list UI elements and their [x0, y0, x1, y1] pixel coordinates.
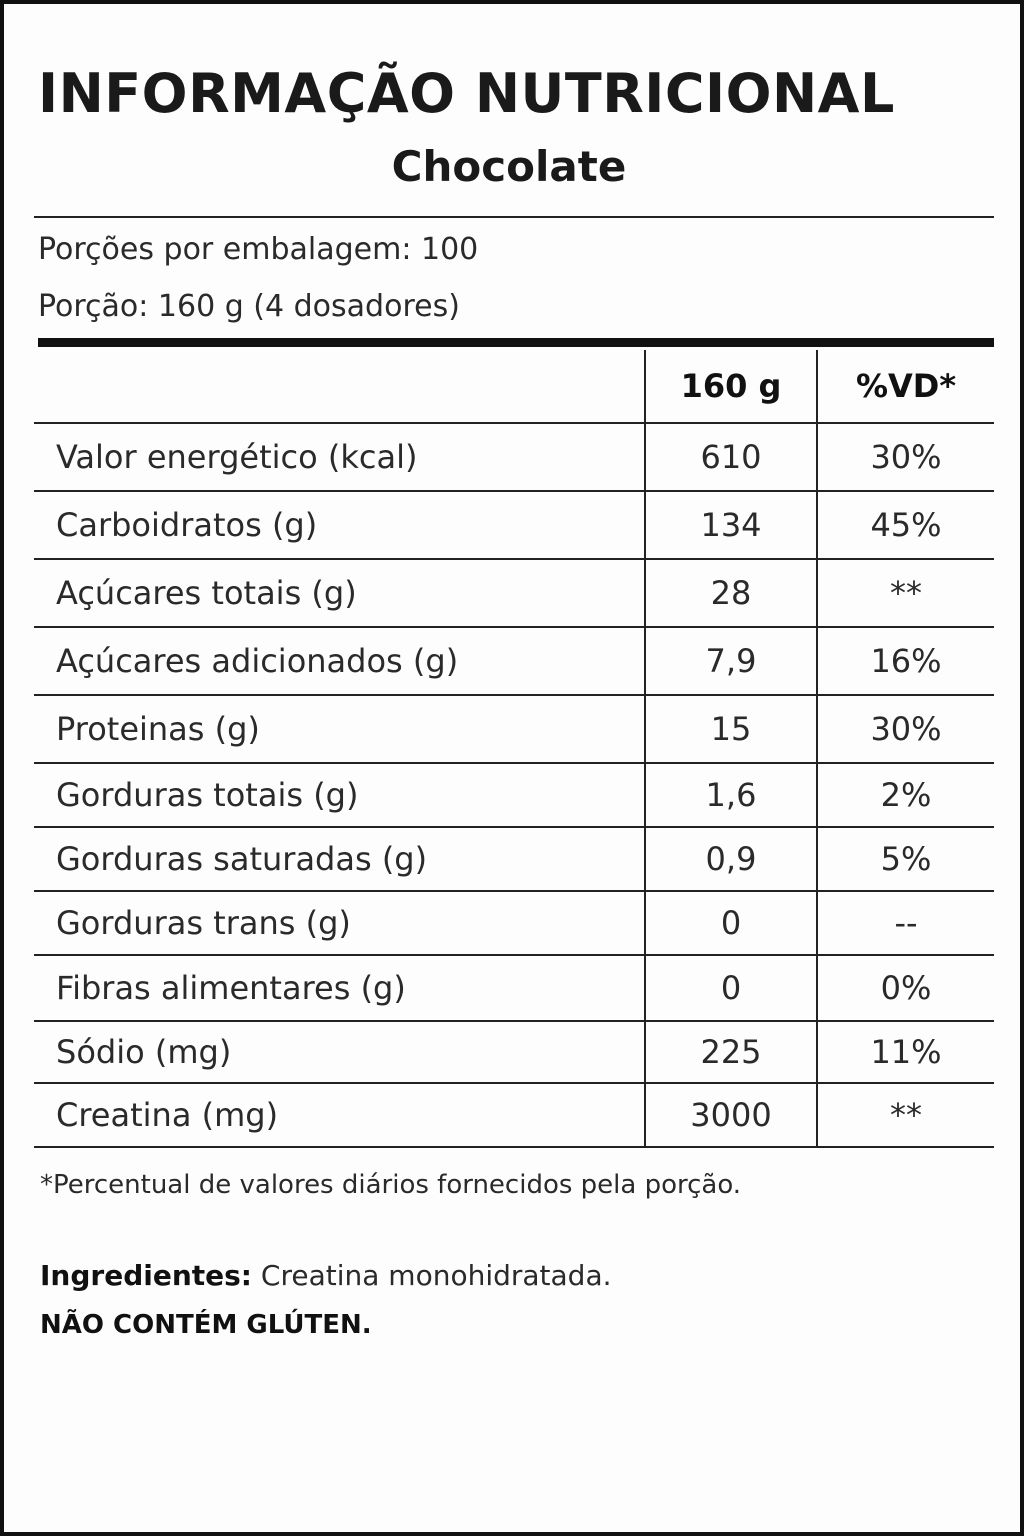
nutrient-name: Creatina (mg) — [34, 1083, 645, 1147]
nutrient-daily-value: 45% — [817, 491, 994, 559]
daily-value-footnote: *Percentual de valores diários fornecidos pela porção. — [40, 1170, 742, 1200]
nutrient-amount: 134 — [645, 491, 817, 559]
nutrient-amount: 1,6 — [645, 763, 817, 827]
column-header-amount: 160 g — [645, 350, 817, 423]
nutrient-amount: 0 — [645, 955, 817, 1021]
table-row — [34, 1021, 994, 1083]
table-row — [34, 627, 994, 695]
nutrient-daily-value: ** — [817, 559, 994, 627]
table-row — [34, 423, 994, 491]
nutrient-amount: 0,9 — [645, 827, 817, 891]
nutrient-name: Gorduras trans (g) — [34, 891, 645, 955]
nutrient-daily-value: 11% — [817, 1021, 994, 1083]
servings-per-package: Porções por embalagem: 100 — [38, 232, 479, 267]
nutrient-daily-value: 2% — [817, 763, 994, 827]
nutrient-amount: 15 — [645, 695, 817, 763]
table-row — [34, 891, 994, 955]
nutrient-amount: 225 — [645, 1021, 817, 1083]
nutrient-name: Açúcares adicionados (g) — [34, 627, 645, 695]
nutrient-name: Carboidratos (g) — [34, 491, 645, 559]
nutrient-amount: 3000 — [645, 1083, 817, 1147]
nutrient-daily-value: 16% — [817, 627, 994, 695]
table-row — [34, 955, 994, 1021]
nutrient-daily-value: 5% — [817, 827, 994, 891]
nutrient-amount: 7,9 — [645, 627, 817, 695]
table-row — [34, 1083, 994, 1147]
serving-size: Porção: 160 g (4 dosadores) — [38, 289, 460, 324]
nutrient-name: Gorduras totais (g) — [34, 763, 645, 827]
nutrient-amount: 610 — [645, 423, 817, 491]
nutrient-daily-value: 0% — [817, 955, 994, 1021]
nutrient-daily-value: -- — [817, 891, 994, 955]
table-row — [34, 559, 994, 627]
table-row — [34, 763, 994, 827]
table-header-row — [34, 350, 994, 423]
flavor-subtitle: Chocolate — [391, 142, 627, 191]
table-row — [34, 695, 994, 763]
nutrient-daily-value: 30% — [817, 423, 994, 491]
nutrient-name: Proteinas (g) — [34, 695, 645, 763]
nutrient-amount: 28 — [645, 559, 817, 627]
table-row — [34, 827, 994, 891]
column-header-nutrient — [34, 350, 645, 423]
divider-top — [34, 216, 994, 218]
ingredients-line — [40, 1259, 612, 1292]
nutrient-daily-value: 30% — [817, 695, 994, 763]
nutrient-name: Valor energético (kcal) — [34, 423, 645, 491]
ingredients-label: Ingredientes: — [40, 1259, 252, 1292]
nutrient-name: Fibras alimentares (g) — [34, 955, 645, 1021]
column-header-daily-value: %VD* — [817, 350, 994, 423]
gluten-statement: NÃO CONTÉM GLÚTEN. — [40, 1310, 372, 1340]
divider-thick — [38, 338, 994, 347]
label-title: INFORMAÇÃO NUTRICIONAL — [38, 62, 895, 125]
table-row — [34, 491, 994, 559]
nutrient-amount: 0 — [645, 891, 817, 955]
nutrient-name: Sódio (mg) — [34, 1021, 645, 1083]
nutrition-table — [34, 350, 994, 1148]
nutrient-name: Açúcares totais (g) — [34, 559, 645, 627]
nutrient-name: Gorduras saturadas (g) — [34, 827, 645, 891]
nutrient-daily-value: ** — [817, 1083, 994, 1147]
ingredients-text: Creatina monohidratada. — [252, 1259, 612, 1292]
